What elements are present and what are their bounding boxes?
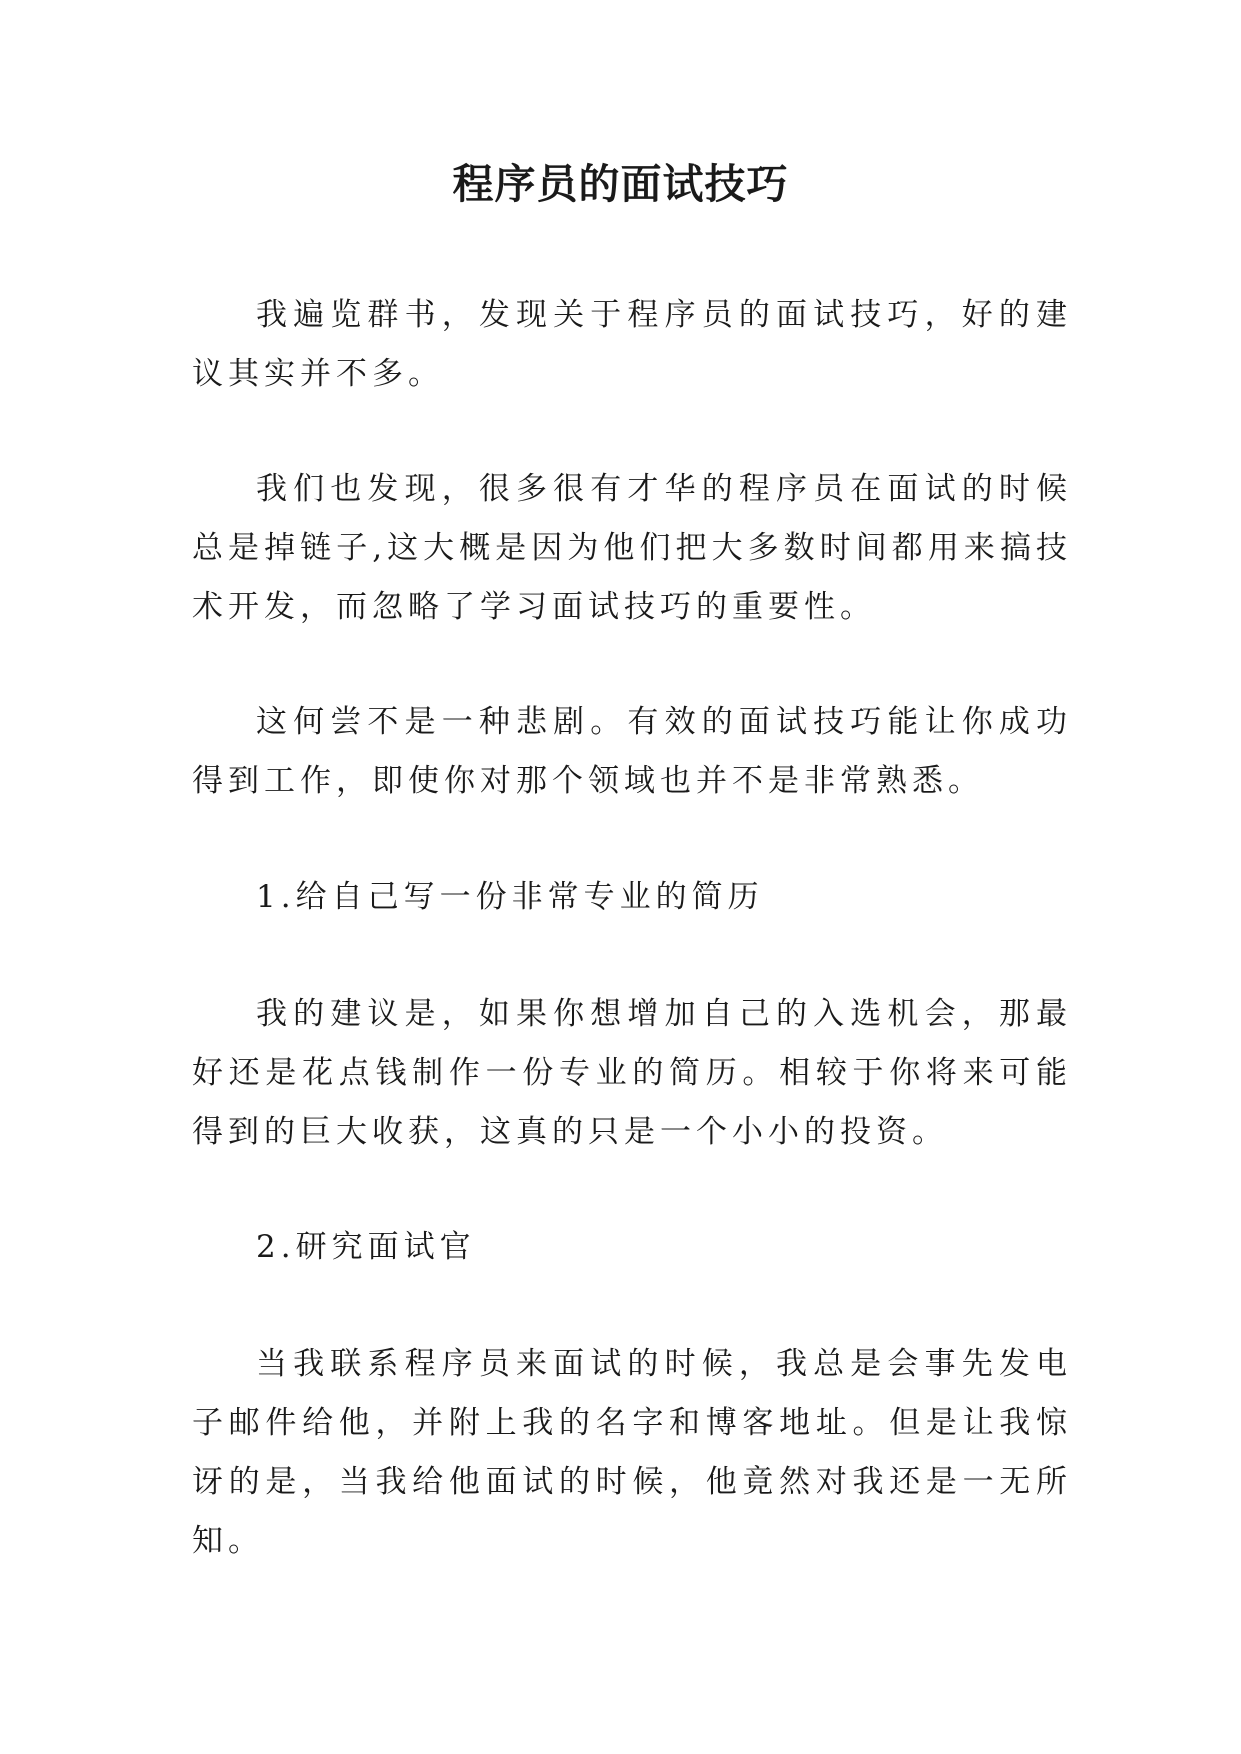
- section-heading-resume: 1.给自己写一份非常专业的简历: [256, 879, 764, 915]
- paragraph-resume-advice: 我的建议是，如果你想增加自己的入选机会，那最好还是花点钱制作一份专业的简历。相较于你将来可能得到的巨大收获，这真的只是一个小小的投资。: [192, 996, 1072, 1150]
- paragraph-tragedy: 这何尝不是一种悲剧。有效的面试技巧能让你成功得到工作，即使你对那个领域也并不是非常熟悉。: [192, 704, 1072, 799]
- section-heading-interviewer: 2.研究面试官: [256, 1229, 476, 1265]
- paragraph-observation: 我们也发现，很多很有才华的程序员在面试的时候总是掉链子,这大概是因为他们把大多数时间都用来搞技术开发，而忽略了学习面试技巧的重要性。: [192, 471, 1072, 625]
- paragraph-interviewer-advice: 当我联系程序员来面试的时候，我总是会事先发电子邮件给他，并附上我的名字和博客地址。但是让我惊讶的是，当我给他面试的时候，他竟然对我还是一无所知。: [192, 1346, 1072, 1559]
- page-title: 程序员的面试技巧: [452, 160, 789, 208]
- paragraph-intro: 我遍览群书，发现关于程序员的面试技巧，好的建议其实并不多。: [192, 297, 1072, 392]
